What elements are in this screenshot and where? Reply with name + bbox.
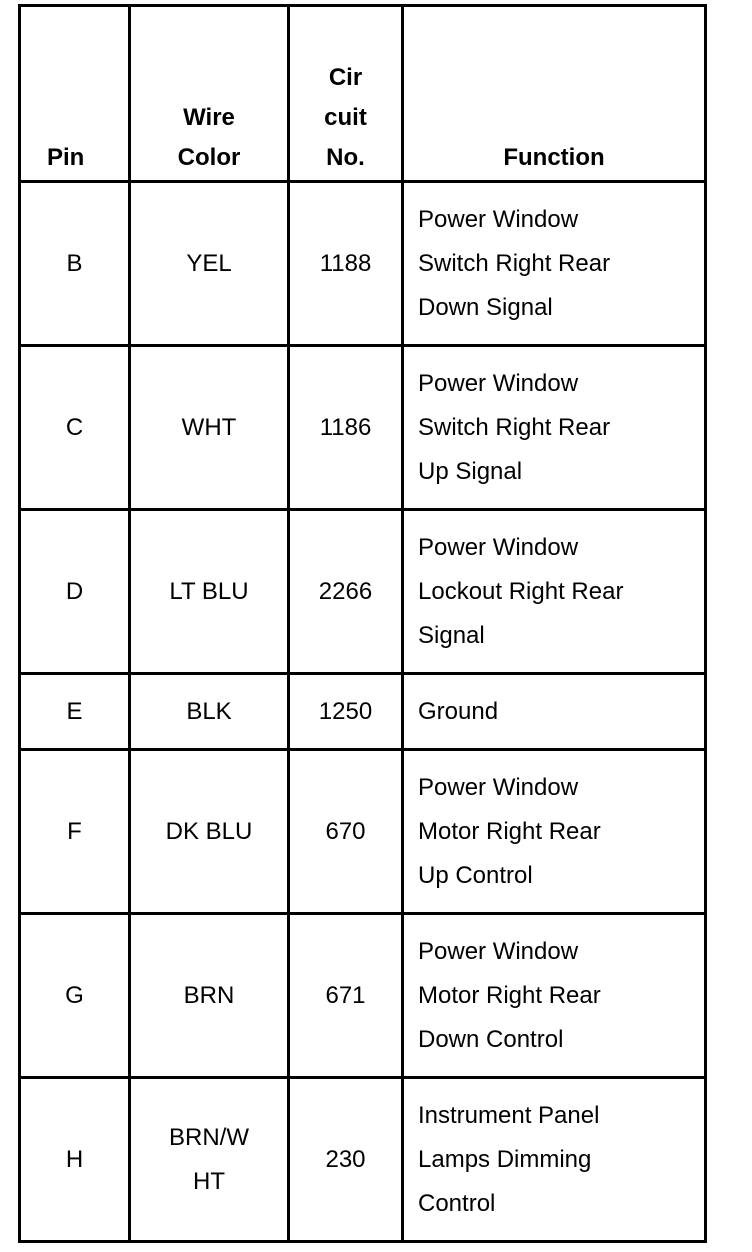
- cell-function: [403, 182, 706, 346]
- wire-line: WHT: [181, 413, 237, 441]
- wire-line: BRN/W: [169, 1123, 249, 1151]
- cell-circuit: 1186: [289, 346, 403, 510]
- table-row: [20, 182, 706, 346]
- cell-pin: D: [20, 510, 130, 674]
- table-row: [20, 674, 706, 750]
- cell-pin: B: [20, 182, 130, 346]
- cell-wire-color: [130, 510, 289, 674]
- cell-circuit: 670: [289, 750, 403, 914]
- cell-function: [403, 1078, 706, 1242]
- table-row: [20, 1078, 706, 1242]
- cell-wire-color: [130, 674, 289, 750]
- cell-circuit: 230: [289, 1078, 403, 1242]
- function-line: Signal: [418, 621, 485, 649]
- header-wire-color-line-2: Color: [177, 144, 241, 171]
- cell-function: [403, 510, 706, 674]
- header-row: [20, 6, 706, 182]
- cell-wire-color: [130, 346, 289, 510]
- function-line: Instrument Panel: [418, 1101, 600, 1129]
- cell-circuit: 2266: [289, 510, 403, 674]
- cell-wire-color: [130, 1078, 289, 1242]
- cell-pin: F: [20, 750, 130, 914]
- function-line: Up Signal: [418, 457, 523, 485]
- wire-line: HT: [193, 1167, 225, 1195]
- function-line: Power Window: [418, 937, 579, 965]
- function-line: Switch Right Rear: [418, 249, 611, 277]
- header-wire-color: [130, 6, 289, 182]
- cell-wire-color: [130, 750, 289, 914]
- header-circuit-line-3: No.: [326, 144, 365, 171]
- function-line: Motor Right Rear: [418, 817, 601, 845]
- function-line: Motor Right Rear: [418, 981, 601, 1009]
- table-row: [20, 510, 706, 674]
- wire-line: BRN: [183, 981, 235, 1009]
- table-row: [20, 346, 706, 510]
- header-circuit-no: [289, 6, 403, 182]
- wire-line: LT BLU: [169, 577, 249, 605]
- cell-circuit: 1188: [289, 182, 403, 346]
- function-line: Power Window: [418, 369, 579, 397]
- function-line: Power Window: [418, 773, 579, 801]
- function-line: Lamps Dimming: [418, 1145, 592, 1173]
- function-line: Power Window: [418, 533, 579, 561]
- cell-pin: H: [20, 1078, 130, 1242]
- cell-circuit: 1250: [289, 674, 403, 750]
- cell-pin: E: [20, 674, 130, 750]
- wire-line: DK BLU: [165, 817, 253, 845]
- cell-pin: C: [20, 346, 130, 510]
- function-line: Ground: [418, 697, 499, 725]
- cell-function: [403, 750, 706, 914]
- cell-wire-color: [130, 914, 289, 1078]
- function-line: Power Window: [418, 205, 579, 233]
- cell-function: [403, 346, 706, 510]
- wire-line: BLK: [186, 697, 232, 725]
- header-circuit-line-1: Cir: [328, 64, 363, 91]
- header-circuit-line-2: cuit: [324, 104, 367, 131]
- function-line: Down Signal: [418, 293, 553, 321]
- cell-circuit: 671: [289, 914, 403, 1078]
- table-row: [20, 750, 706, 914]
- cell-function: [403, 674, 706, 750]
- header-wire-color-line-1: Wire: [183, 104, 235, 131]
- header-pin: Pin: [20, 6, 130, 182]
- function-line: Down Control: [418, 1025, 564, 1053]
- wire-line: YEL: [186, 249, 232, 277]
- function-line: Control: [418, 1189, 496, 1217]
- header-function: Function: [403, 6, 706, 182]
- function-line: Lockout Right Rear: [418, 577, 624, 605]
- cell-pin: G: [20, 914, 130, 1078]
- function-line: Switch Right Rear: [418, 413, 611, 441]
- function-line: Up Control: [418, 861, 533, 889]
- table-row: [20, 914, 706, 1078]
- cell-wire-color: [130, 182, 289, 346]
- connector-pinout-table: [18, 4, 707, 1243]
- cell-function: [403, 914, 706, 1078]
